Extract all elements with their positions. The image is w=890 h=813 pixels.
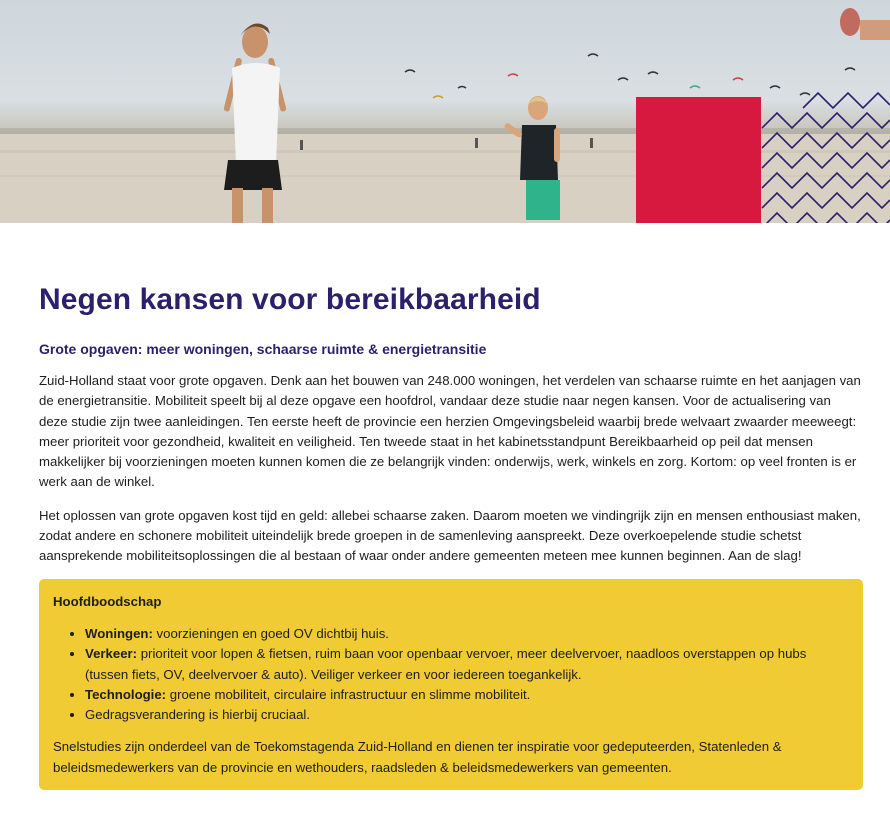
list-item-woningen: [85, 624, 847, 644]
beach-scene-illustration: [0, 0, 890, 223]
second-paragraph: Het oplossen van grote opgaven kost tijd en geld: allebei schaarse zaken. Daarom moeten we vindingrijk zijn en mensen enthousiast maken, zodat andere en schonere mobiliteit uiteindelijk brede groepen in de samenleving aanspreekt. Deze overkoepelende studie schetst aansprekende mobiliteitsoplossingen die al bestaan of waar onder andere gemeenten meteen mee kunnen beginnen. Aan de slag!: [39, 507, 861, 564]
red-accent-block: [636, 97, 761, 223]
key-message-list: [53, 624, 847, 725]
list-item-label: Technologie:: [85, 686, 167, 702]
list-item-text: groene mobiliteit, circulaire infrastructuur en slimme mobiliteit.: [166, 686, 531, 702]
key-message-note: Snelstudies zijn onderdeel van de Toekomstagenda Zuid-Holland en dienen ter inspiratie voor gedeputeerden, Statenleden & beleidsmedewerkers van de provincie en wethouders, raadsleden & beleidsmedewerkers van gemeenten.: [53, 739, 782, 775]
list-item-text: voorzieningen en goed OV dichtbij huis.: [152, 625, 389, 641]
list-item-label: Verkeer:: [85, 646, 138, 662]
list-item-technologie: [85, 685, 847, 705]
main-content: [0, 281, 890, 790]
kites-graphic: [405, 54, 855, 98]
key-message-heading: Hoofdboodschap: [53, 593, 162, 609]
page-title: Negen kansen voor bereikbaarheid: [39, 283, 541, 316]
page-subtitle: Grote opgaven: meer woningen, schaarse ruimte & energietransitie: [39, 341, 487, 357]
intro-paragraph: Zuid-Holland staat voor grote opgaven. Denk aan het bouwen van 248.000 woningen, het verdelen van schaarse ruimte en het aanjagen van de energietransitie. Mobiliteit speelt bij al deze opgave een hoofdrol, vandaar deze studie naar negen kansen. Voor de actualisering van deze studie zijn twee aanleidingen. Ten eerste heeft de provincie een herzien Omgevingsbeleid waarbij brede welvaart zwaarder meeweegt: meer prioriteit voor gezondheid, kwaliteit en veiligheid. Ten tweede staat in het kabinetsstandpunt Bereikbaarheid op peil dat mensen makkelijker bij voorzieningen moeten kunnen komen die ze belangrijk vinden: onderwijs, werk, winkels en zorg. Kortom: op veel fronten is er werk aan de winkel.: [39, 373, 861, 490]
list-item-label: Woningen:: [85, 625, 153, 641]
key-message-box: [39, 579, 863, 790]
list-item-gedrag: [85, 705, 847, 725]
list-item-verkeer: [85, 644, 847, 685]
hero-image: [0, 0, 890, 223]
list-item-text: prioriteit voor lopen & fietsen, ruim baan voor openbaar vervoer, meer deelvervoer, naadloos overstappen op hubs (tussen fiets, OV, deelvervoer & auto). Veiliger verkeer en voor iedereen toegankelijk.: [85, 646, 807, 682]
list-item-text: Gedragsverandering is hierbij cruciaal.: [85, 707, 311, 723]
